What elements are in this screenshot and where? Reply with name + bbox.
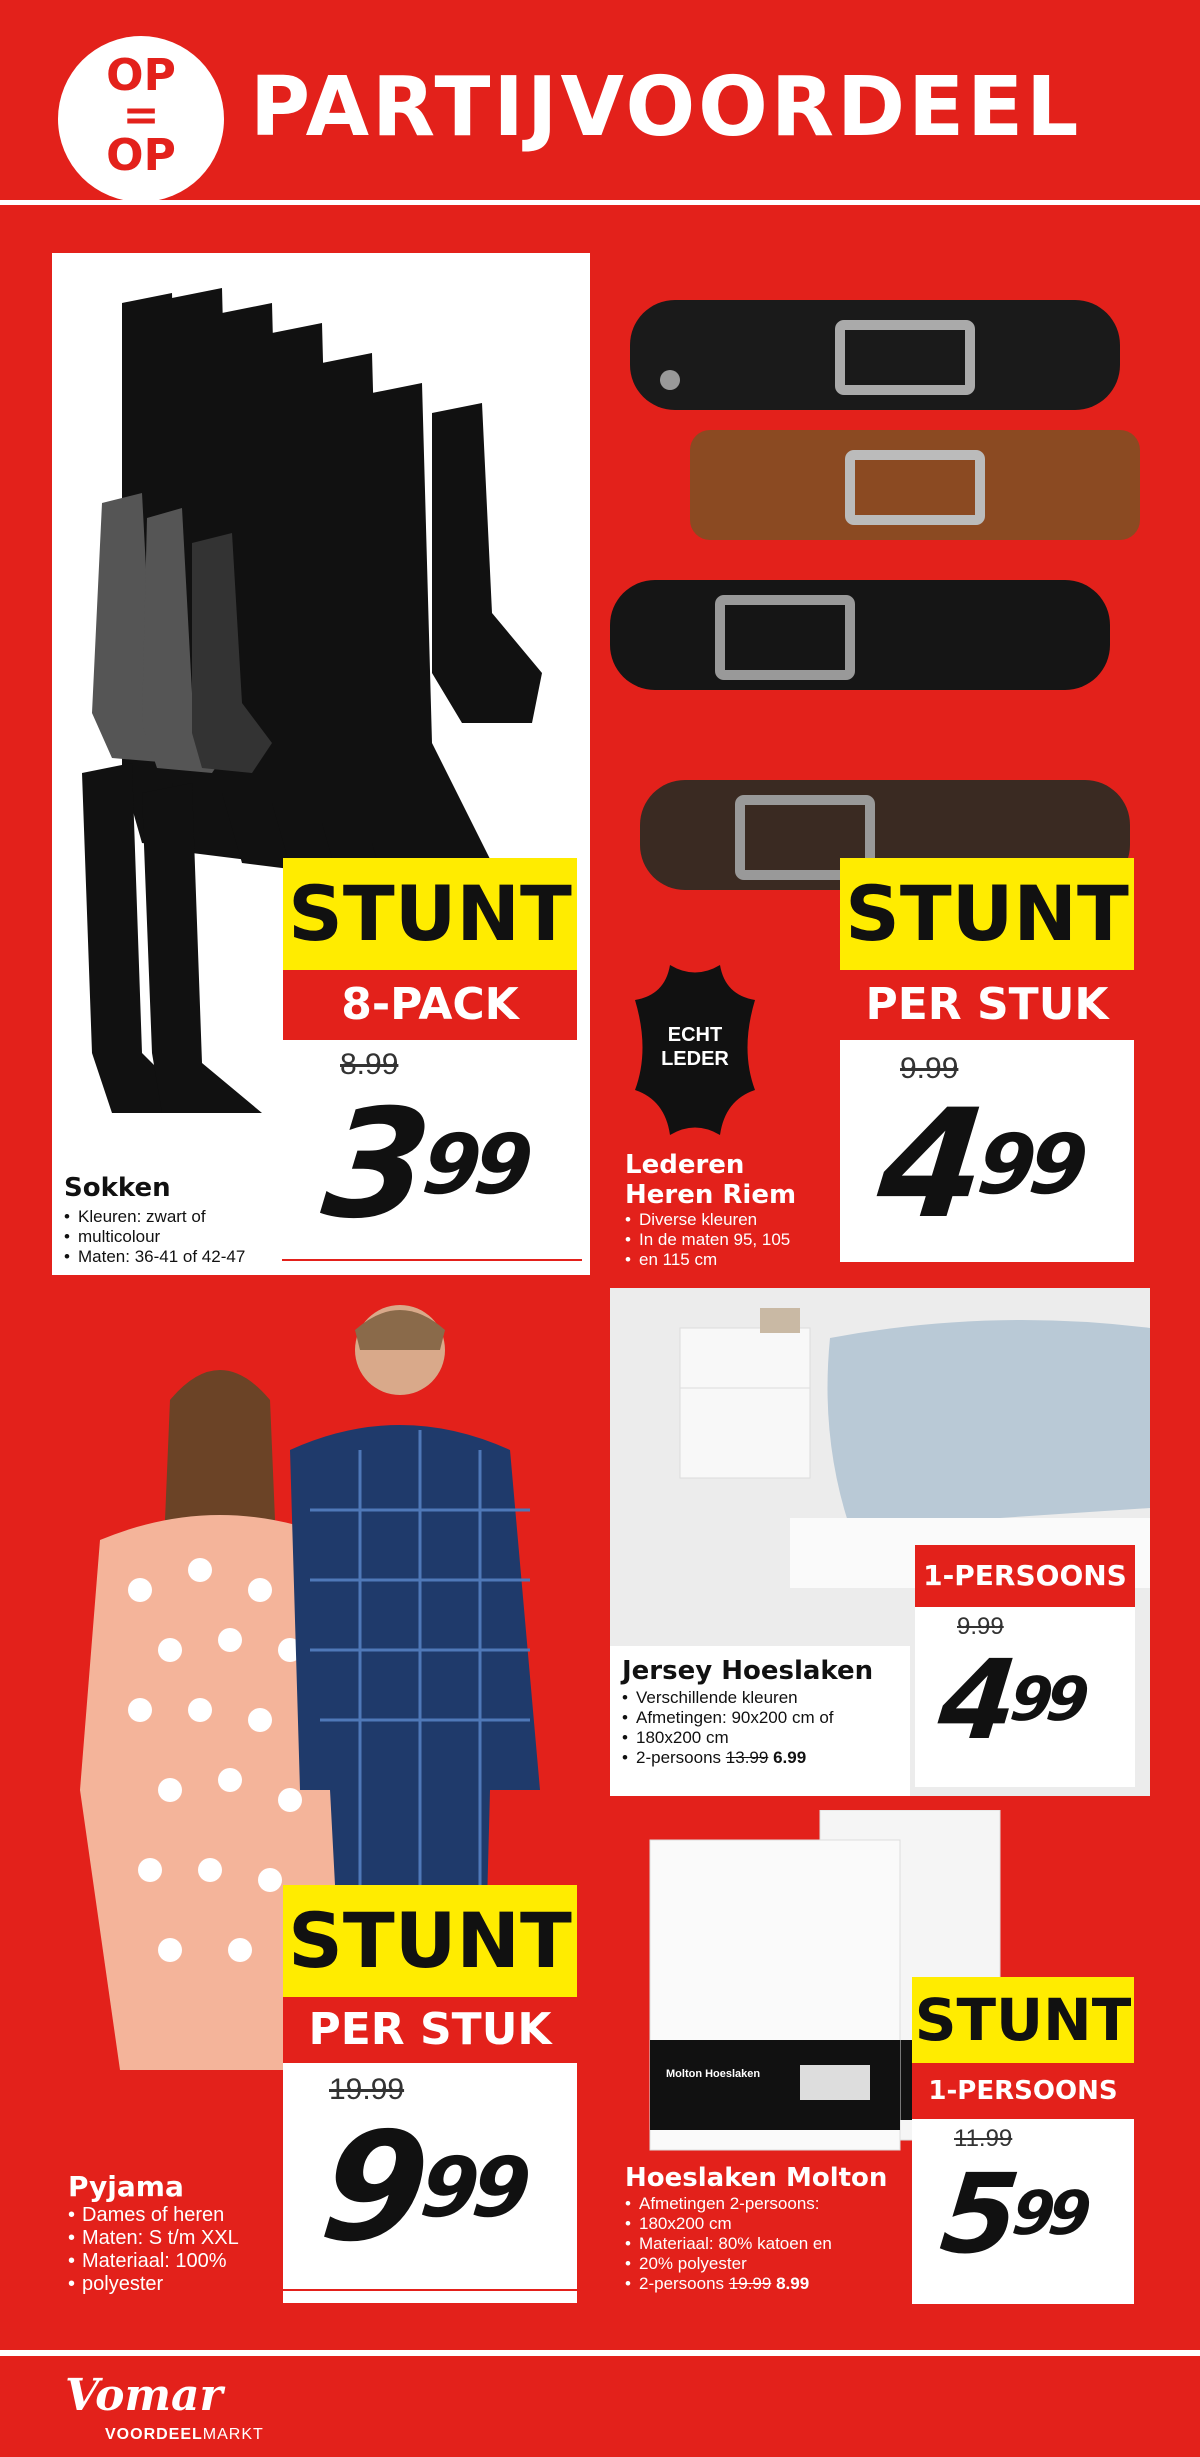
sokken-unit-label: 8-PACK xyxy=(283,970,577,1040)
pyjama-bullet-2: • Maten: S t/m XXL xyxy=(68,2227,239,2250)
pyjama-unit-label: PER STUK xyxy=(283,1997,577,2063)
vomar-tagline-rest: MARKT xyxy=(202,2426,264,2443)
jersey-unit-label: 1-PERSOONS xyxy=(915,1545,1135,1607)
jersey-2p-old: 13.99 xyxy=(725,1748,769,1767)
logo-text-mid: = xyxy=(122,90,160,141)
sokken-price-decimals: 99 xyxy=(418,1117,532,1213)
molton-price xyxy=(935,2150,1090,2278)
riem-price xyxy=(870,1078,1089,1252)
sokken-bullets xyxy=(64,1207,245,1267)
pyjama-price xyxy=(313,2101,532,2275)
logo-text-top: OP xyxy=(106,50,176,101)
sokken-price xyxy=(315,1078,534,1252)
jersey-bullet-3: • 180x200 cm xyxy=(622,1728,834,1748)
riem-title-line-2: Heren Riem xyxy=(625,1180,797,1210)
molton-2p-old: 19.99 xyxy=(728,2274,772,2293)
sokken-old-price: 8.99 xyxy=(340,1048,399,1081)
riem-bullet-2: • In de maten 95, 105 xyxy=(625,1230,790,1250)
jersey-2p-new: 6.99 xyxy=(773,1748,807,1767)
pyjama-bullet-4: • polyester xyxy=(68,2273,239,2296)
vomar-tagline-bold: VOORDEEL xyxy=(105,2426,203,2443)
pyjama-stunt-label: STUNT xyxy=(283,1885,577,1997)
op-op-logo xyxy=(58,36,224,202)
molton-old-price: 11.99 xyxy=(954,2125,1013,2152)
footer-divider xyxy=(0,2350,1200,2356)
sokken-price-whole: 3 xyxy=(315,1078,433,1252)
jersey-bullets xyxy=(622,1688,834,1768)
molton-bullet-1: • Afmetingen 2-persoons: xyxy=(625,2194,832,2214)
pyjama-price-decimals: 99 xyxy=(416,2140,530,2236)
jersey-price-decimals: 99 xyxy=(1006,1665,1087,1735)
pyjama-price-underline xyxy=(283,2289,577,2291)
sokken-stunt-label: STUNT xyxy=(283,858,577,970)
molton-2p-prefix: 2-persoons xyxy=(639,2274,725,2293)
molton-bullets xyxy=(625,2194,832,2294)
riem-bullet-3: • en 115 cm xyxy=(625,1250,790,1270)
vomar-brand: Vomar xyxy=(65,2370,223,2421)
molton-bullet-2: • 180x200 cm xyxy=(625,2214,832,2234)
molton-stunt-label: STUNT xyxy=(912,1977,1134,2063)
riem-price-decimals: 99 xyxy=(973,1117,1087,1213)
molton-bullet-4: • 20% polyester xyxy=(625,2254,832,2274)
badge-line-2: LEDER xyxy=(661,1048,729,1070)
jersey-title: Jersey Hoeslaken xyxy=(622,1656,874,1686)
sokken-title: Sokken xyxy=(64,1173,171,1203)
molton-title: Hoeslaken Molton xyxy=(625,2163,888,2193)
pyjama-bullet-3: • Materiaal: 100% xyxy=(68,2250,239,2273)
header xyxy=(0,0,1200,205)
riem-title-line-1: Lederen xyxy=(625,1150,745,1180)
jersey-price-box xyxy=(915,1607,1135,1787)
pyjama-price-whole: 9 xyxy=(313,2101,431,2275)
jersey-price xyxy=(933,1636,1088,1764)
vomar-tagline xyxy=(105,2426,264,2444)
riem-old-price: 9.99 xyxy=(900,1052,959,1085)
logo-text-bottom: OP xyxy=(106,130,176,181)
sokken-bullet-1: • Kleuren: zwart of xyxy=(64,1207,245,1227)
riem-price-box xyxy=(840,1040,1134,1262)
pyjama-bullet-1: • Dames of heren xyxy=(68,2204,239,2227)
pyjama-title: Pyjama xyxy=(68,2170,184,2203)
jersey-old-price: 9.99 xyxy=(957,1613,1004,1640)
molton-2p-new: 8.99 xyxy=(776,2274,810,2293)
echt-leder-badge xyxy=(630,960,760,1140)
sokken-price-underline xyxy=(282,1259,582,1261)
riem-unit-label: PER STUK xyxy=(840,970,1134,1040)
sokken-bullet-2: • multicolour xyxy=(64,1227,245,1247)
pyjama-old-price: 19.99 xyxy=(329,2073,405,2106)
jersey-price-whole: 4 xyxy=(933,1636,1018,1764)
vomar-logo xyxy=(65,2370,285,2450)
badge-line-1: ECHT xyxy=(667,1024,723,1046)
page-title: PARTIJVOORDEEL xyxy=(250,60,1082,155)
molton-bullet-5 xyxy=(625,2274,832,2294)
pyjama-price-box xyxy=(283,2063,577,2303)
molton-price-decimals: 99 xyxy=(1008,2179,1089,2249)
molton-bullet-3: • Materiaal: 80% katoen en xyxy=(625,2234,832,2254)
pyjama-bullets xyxy=(68,2204,239,2296)
jersey-bullet-4 xyxy=(622,1748,834,1768)
header-divider xyxy=(0,200,1200,205)
molton-unit-label: 1-PERSOONS xyxy=(912,2063,1134,2119)
jersey-bullet-1: • Verschillende kleuren xyxy=(622,1688,834,1708)
riem-bullet-1: • Diverse kleuren xyxy=(625,1210,790,1230)
molton-package-text: Molton Hoeslaken xyxy=(666,2068,761,2080)
riem-stunt-label: STUNT xyxy=(840,858,1134,970)
jersey-bullet-2: • Afmetingen: 90x200 cm of xyxy=(622,1708,834,1728)
sokken-bullet-3: • Maten: 36-41 of 42-47 xyxy=(64,1247,245,1267)
molton-price-whole: 5 xyxy=(935,2150,1020,2278)
riem-bullets xyxy=(625,1210,790,1270)
molton-price-box xyxy=(912,2119,1134,2304)
jersey-2p-prefix: 2-persoons xyxy=(636,1748,722,1767)
riem-price-whole: 4 xyxy=(870,1078,988,1252)
